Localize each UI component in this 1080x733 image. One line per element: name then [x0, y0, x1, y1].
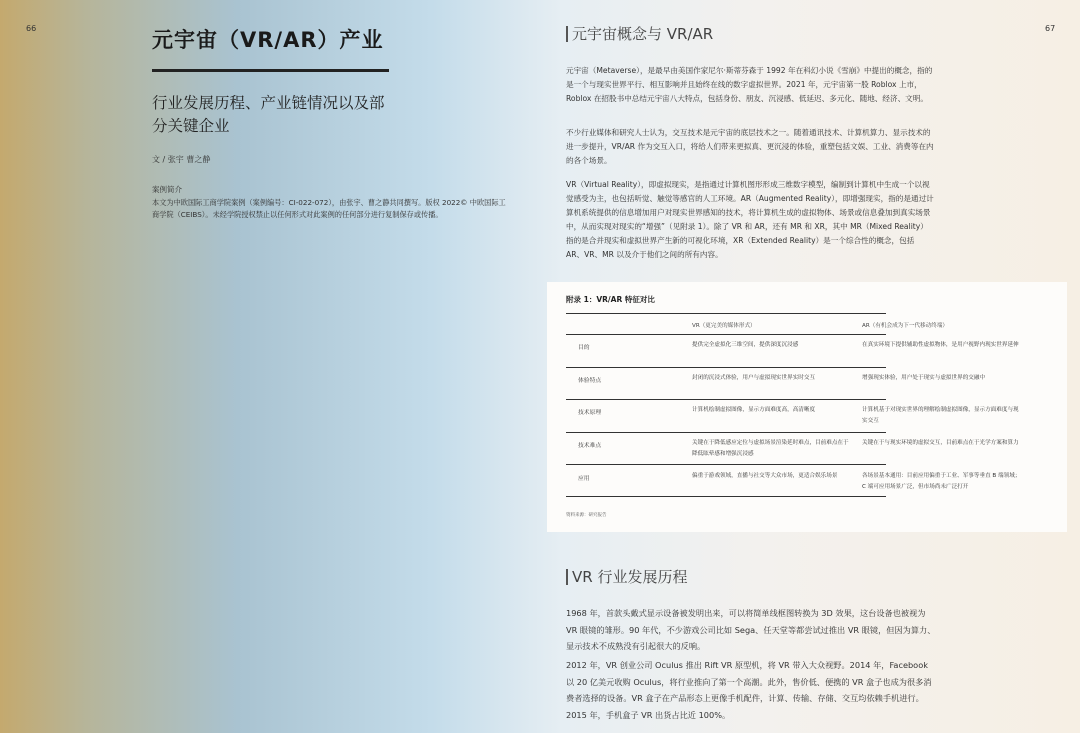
row-label: 技术原理: [578, 410, 602, 416]
article-title: 元宇宙（VR/AR）产业: [152, 28, 384, 52]
cell-vr: 计算机绘制虚拟图像，显示方面难度高，高清晰度: [692, 407, 816, 413]
title-divider: [152, 69, 389, 72]
paragraph-history-2012: 2012 年，VR 创业公司 Oculus 推出 Rift VR 原型机，将 VR 带入大众视野。2014 年，Facebook 以 20 亿美元收购 Oculus，将行业推向了第一个高潮。此外，售价低、便携的 VR 盒子也成为很多消费者选择的设备。VR 盒子在产品形态上更像手机配件，计算、传输、存储、交互均依赖手机进行。2015 年，手机盒子 VR 出货占比近 100%。: [566, 660, 932, 720]
cell-vr: 封闭的沉浸式体验，用户与虚拟现实世界实时交互: [692, 375, 816, 381]
table-rule: [566, 367, 886, 368]
cell-vr: 提供完全虚拟化三维空间，提供深度沉浸感: [692, 342, 799, 348]
table-header-ar: AR（有机会成为下一代移动终端）: [862, 323, 949, 329]
appendix-title: 附录 1：VR/AR 特征对比: [566, 295, 655, 304]
table-source: 资料来源：研究报告: [566, 513, 607, 518]
case-heading: 案例简介: [152, 185, 182, 194]
table-header-vr: VR（更完美的媒体形式）: [692, 323, 756, 329]
paragraph-history-1968: 1968 年，首款头戴式显示设备被发明出来，可以将简单线框图转换为 3D 效果，这台设备也被视为 VR 眼镜的雏形。90 年代，不少游戏公司比如 Sega、任天堂等都尝试过推出 VR 眼镜，但因为算力、显示技术不成熟没有引起很大的反响。: [566, 608, 936, 651]
table-rule: [566, 399, 886, 400]
table-rule: [566, 334, 886, 335]
page-number-left: 66: [26, 24, 37, 33]
article-subtitle: 行业发展历程、产业链情况以及部分关键企业: [152, 94, 385, 135]
author-line: 文 / 张宇 曹之静: [152, 155, 211, 164]
row-label: 应用: [578, 476, 590, 482]
row-label: 目的: [578, 345, 590, 351]
table-rule: [566, 313, 886, 314]
cell-vr: 偏重于游戏领域，直播与社交等大众市场，更适合娱乐场景: [692, 473, 838, 479]
table-rule: [566, 496, 886, 497]
section-title-history: VR 行业发展历程: [566, 569, 687, 585]
table-rule: [566, 464, 886, 465]
case-text: 本文为中欧国际工商学院案例（案例编号：CI-022-072），由张宇、曹之静共同撰写。版权 2022© 中欧国际工商学院（CEIBS）。未经学院授权禁止以任何形式对此案例的任何部分进行复制保存或传播。: [152, 198, 506, 219]
cell-ar: 在真实环境下提供辅助性虚拟物体，是用户视野内现实世界延伸: [862, 342, 1019, 348]
cell-vr: 关键在于降低感应定位与虚拟场景渲染延时难点，目前难点在于降低眩晕感和增强沉浸感: [692, 440, 849, 457]
row-label: 体验特点: [578, 378, 602, 384]
paragraph-interaction: 不少行业媒体和研究人士认为，交互技术是元宇宙的底层技术之一。随着通讯技术、计算机算力、显示技术的进一步提升，VR/AR 作为交互入口，将给人们带来更拟真、更沉浸的体验，重塑包括文娱、工业、消费等在内的各个场景。: [566, 128, 934, 165]
paragraph-vr-ar-definition: VR（Virtual Reality），即虚拟现实，是指通过计算机图形形成三维数字模型，编制到计算机中生成一个以视觉感受为主，也包括听觉、触觉等感官的人工环境。AR（Augmented Reality），即增强现实，指的是通过计算机系统提供的信息增加用户对现实世界感知的技术，将计算机生成的虚拟物体、场景或信息叠加到真实场景中，从而实现对现实的“增强”（见附录 1）。除了 VR 和 AR，还有 MR 和 XR，其中 MR（Mixed Reality）指的是合并现实和虚拟世界产生新的可视化环境，XR（Extended Reality）是一个综合性的概念，包括 AR、VR、MR 以及介于他们之间的所有内容。: [566, 180, 934, 259]
page-number-right: 67: [1045, 24, 1056, 33]
row-label: 技术难点: [578, 443, 602, 449]
cell-ar: 增强现实体验，用户处于现实与虚拟世界的交融中: [862, 375, 986, 381]
cell-ar: 关键在于与现实环境的虚拟交互，目前难点在于光学方案和算力: [862, 440, 1019, 446]
cell-ar: 计算机基于对现实世界的理解绘制虚拟图像，显示方面难度与现实交互: [862, 407, 1019, 424]
table-rule: [566, 432, 886, 433]
section-title-concept: 元宇宙概念与 VR/AR: [566, 26, 713, 42]
cell-ar: 各场景基本通用：目前应用偏重于工业、军事等垂直 B 端领域；C 端可应用场景广泛，但市场尚未广泛打开: [862, 473, 1021, 490]
paragraph-metaverse: 元宇宙（Metaverse），是最早由美国作家尼尔·斯蒂芬森于 1992 年在科幻小说《雪崩》中提出的概念，指的是一个与现实世界平行、相互影响并且始终在线的数字虚拟世界。2021 年，元宇宙第一股 Roblox 上市，Roblox 在招股书中总结元宇宙八大特点，包括身份、朋友、沉浸感、低延迟、多元化、随地、经济、文明。: [566, 66, 933, 103]
